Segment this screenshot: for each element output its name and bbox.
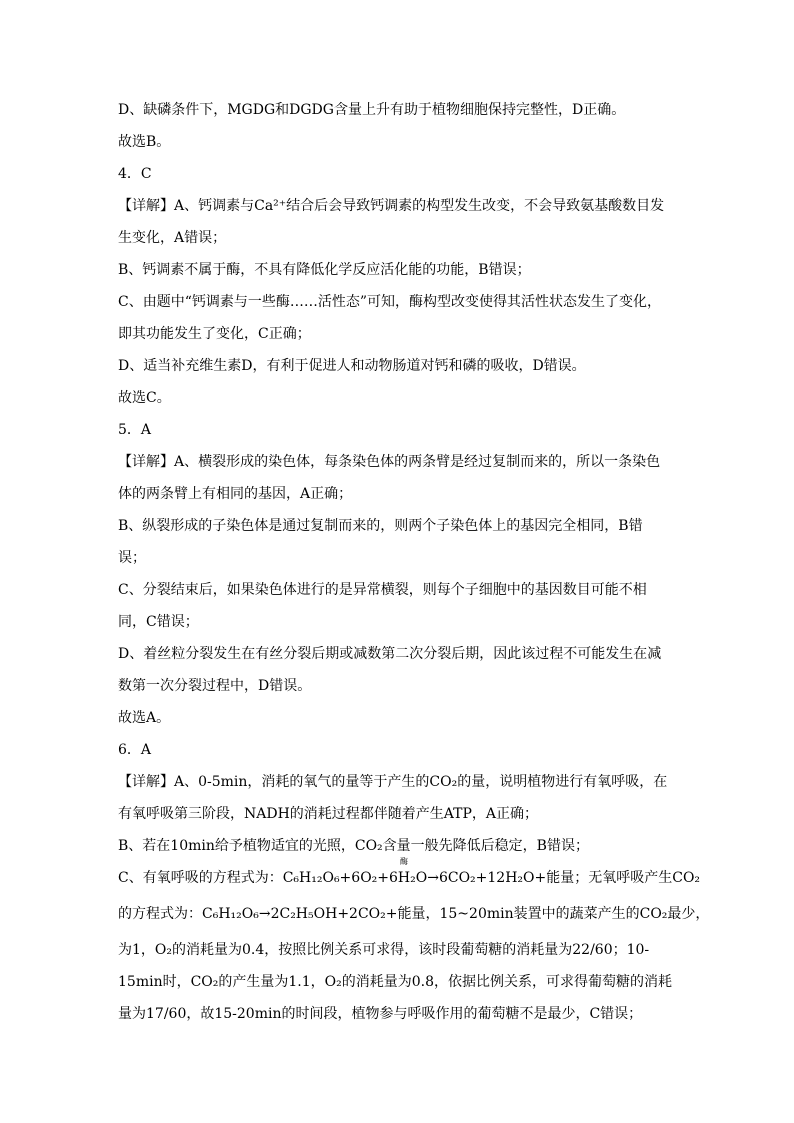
text-line: 的方程式为：C₆H₁₂O₆→2C₂H₅OH+2CO₂+能量，15~20min装置中的蔬菜产生的CO₂最少， [118,906,710,922]
text-line: C、有氧呼吸的方程式为：C₆H₁₂O₆+6O₂+6H₂O→6CO₂+12H₂O+能量；无氧呼吸产生CO₂ [118,870,701,886]
text-line: 数第一次分裂过程中，D错误。 [118,678,312,694]
text-line: 【详解】A、0-5min，消耗的氧气的量等于产生的CO₂的量，说明植物进行有氧呼吸，在 [118,774,668,790]
text-line: 为1，O₂的消耗量为0.4，按照比例关系可求得，该时段葡萄糖的消耗量为22/60；10- [118,942,650,958]
text-line: 故选C。 [118,390,171,406]
text-line: 【详解】A、钙调素与Ca²⁺结合后会导致钙调素的构型发生改变，不会导致氨基酸数目发 [118,198,665,214]
text-line: B、纵裂形成的子染色体是通过复制而来的，则两个子染色体上的基因完全相同，B错 [118,518,643,534]
text-line: 量为17/60，故15-20min的时间段，植物参与呼吸作用的葡萄糖不是最少，C错误； [118,1006,643,1022]
text-line: C、分裂结束后，如果染色体进行的是异常横裂，则每个子细胞中的基因数目可能不相 [118,582,647,598]
text-line: 即其功能发生了变化，C正确； [118,326,311,342]
text-line: 同，C错误； [118,614,199,630]
text-line: D、适当补充维生素D，有利于促进人和动物肠道对钙和磷的吸收，D错误。 [118,358,586,374]
question-number: 4．C [118,166,152,182]
question-number: 5．A [118,422,152,438]
text-line: 生变化，A错误； [118,230,227,246]
text-line: 【详解】A、横裂形成的染色体，每条染色体的两条臂是经过复制而来的，所以一条染色 [118,454,661,470]
text-line: B、钙调素不属于酶，不具有降低化学反应活化能的功能，B错误； [118,262,531,278]
text-line: 体的两条臂上有相同的基因，A正确； [118,486,353,502]
text-line: B、若在10min给予植物适宜的光照，CO₂含量一般先降低后稳定，B错误； [118,838,589,854]
text-line: C、由题中“钙调素与一些酶……活性态”可知，酶构型改变使得其活性状态发生了变化， [118,294,662,310]
text-line: D、缺磷条件下，MGDG和DGDG含量上升有助于植物细胞保持完整性，D正确。 [118,102,626,118]
enzyme-label: 酶 [400,857,408,866]
text-line: 误； [118,550,146,566]
text-line: 故选B。 [118,134,171,150]
text-line: D、着丝粒分裂发生在有丝分裂后期或减数第二次分裂后期，因此该过程不可能发生在减 [118,646,662,662]
question-number: 6．A [118,742,152,758]
text-line: 有氧呼吸第三阶段，NADH的消耗过程都伴随着产生ATP，A正确； [118,806,539,822]
text-line: 故选A。 [118,710,171,726]
text-line: 15min时，CO₂的产生量为1.1，O₂的消耗量为0.8，依据比例关系，可求得葡萄糖的消耗 [118,974,673,990]
